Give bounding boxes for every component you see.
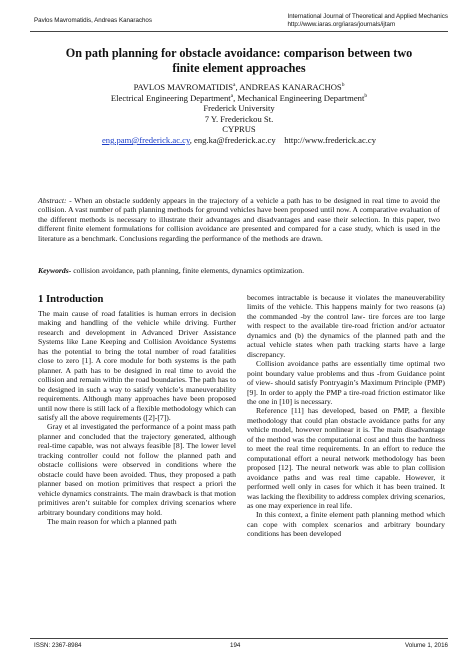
footer-rule xyxy=(30,638,448,639)
department-1-affil: a xyxy=(230,92,234,99)
abstract xyxy=(38,196,440,243)
author-names xyxy=(30,82,448,93)
right-column xyxy=(247,293,445,539)
footer-issn: ISSN: 2367-8984 xyxy=(34,642,82,649)
author-1-affil: a xyxy=(232,82,236,89)
contact-line xyxy=(30,135,448,146)
abstract-label: Abstract: - xyxy=(38,196,72,205)
running-header-authors: Pavlos Mavromatidis, Andreas Kanarachos xyxy=(34,17,152,24)
departments xyxy=(30,93,448,104)
email-2[interactable]: , eng.ka@frederick.ac.cy xyxy=(189,134,276,145)
abstract-text: When an obstacle suddenly appears in the trajectory of a vehicle a path has to be designed in real time to avoid the collision. A vast number of path planning methods for ground vehicles have been proposed until now. A comparative evaluation of the different methods is necessary to illustrate their advantages and disadvantages and ease their selection. In this paper, two different finite element formulations for collision avoidance are presented and compared for a case study, which is used in the literature as a benchmark. Conclusions regarding the performance of the methods are drawn. xyxy=(38,196,440,243)
journal-name: International Journal of Theoretical and Applied Mechanics xyxy=(287,13,448,20)
street-address: 7 Y. Frederickou St. xyxy=(204,113,274,124)
paragraph: The main cause of road fatalities is human errors in decision making and handling of the vehicle while driving. Further research and development in Advanced Driver Assistance Systems like Lane Keeping and Collision Avoidance Systems has the potential to bring the total number of road fatalities close to zero [1]. A core module for both systems is the path planner. A path has to be designed in real time to avoid the collision and remain within the road boundaries. The path has to be designed in such a way to satisfy vehicle’s maneuverability requirements. Although many approaches have been proposed until now there is still lack of a flexible methodology which can satisfy all the above requirements ([2]-[7]). xyxy=(38,309,236,422)
author-1: PAVLOS MAVROMATIDIS xyxy=(133,82,233,92)
department-2-affil: b xyxy=(364,92,368,99)
title-line-2: finite element approaches xyxy=(172,61,306,75)
department-1: Electrical Engineering Department xyxy=(110,92,231,103)
header-rule xyxy=(30,31,448,32)
section-heading-introduction: 1 Introduction xyxy=(38,294,104,305)
paragraph: Collision avoidance paths are essentially time optimal two point boundary value problems and thus -from Guidance point of view- should satisfy Pontryagin’s Maximum Principle (PMP) [9]. In order to apply the PMP a tire-road friction estimator like the one in [10] is necessary. xyxy=(247,359,445,406)
department-2: , Mechanical Engineering Department xyxy=(233,92,365,103)
title-line-1: On path planning for obstacle avoidance: comparison between two xyxy=(65,46,413,60)
paragraph: In this context, a finite element path planning method which can cope with complex scenarios and arbitrary boundary conditions has been developed xyxy=(247,510,445,539)
left-column xyxy=(38,293,236,526)
keywords xyxy=(38,266,440,275)
author-2: , ANDREAS KANARACHOS xyxy=(235,82,342,92)
paragraph: The main reason for which a planned path xyxy=(47,516,177,526)
keywords-text: collision avoidance, path planning, finite elements, dynamics optimization. xyxy=(71,266,305,275)
footer-volume: Volume 1, 2016 xyxy=(404,642,448,649)
footer-page-number: 194 xyxy=(230,642,241,649)
keywords-label: Keywords- xyxy=(38,266,72,275)
journal-url[interactable]: http://www.iaras.org/iaras/journals/ijtam xyxy=(287,21,396,28)
running-header-journal xyxy=(287,13,448,29)
email-link-1[interactable]: eng.pam@frederick.ac.cy xyxy=(101,134,190,145)
paper-title xyxy=(30,46,448,76)
website-link[interactable]: http://www.frederick.ac.cy xyxy=(284,134,377,145)
country: CYPRUS xyxy=(222,124,256,135)
paragraph: becomes intractable is because it violates the maneuverability limits of the vehicle. This happens mainly for two reasons (a) the commanded -by the control law- tire forces are too large with respect to the available tire-road friction and/or actuator dynamics and (b) the dynamics of the planned path and the actual vehicle states when path tracking starts have a large discrepancy. xyxy=(247,293,445,359)
paragraph: Reference [11] has developed, based on PMP, a flexible methodology that could plan obstacle avoidance paths for any vehicle model, however nonlinear it is. The main disadvantage of the method was the computational cost and thus the hardness to meet the real time requirements. In an effort to reduce the computational effort a neural network methodology has been proposed [12]. The neural network was able to plan collision avoidance paths and was real time capable. However, it performed well only in cases for which it has been trained. It was lacking the flexibility to address complex driving scenarios, as one may experience in real life. xyxy=(247,406,445,510)
paragraph: Gray et al investigated the performance of a point mass path planner and concluded that the trajectory generated, although real-time capable, was not always feasible [8]. The lower level tracking controller could not follow the planned path and obstacle collisions were observed in conditions where the obstacle could have been avoided. Thus, they proposed a path planner based on motion primitives that respect a priori the vehicle dynamics constraints. The main drawback is that motion primitives aren’t suitable for complex driving scenarios where arbitrary boundary conditions may hold. xyxy=(38,422,236,517)
university: Frederick University xyxy=(203,103,275,114)
author-block xyxy=(30,82,448,146)
author-2-affil: b xyxy=(341,82,345,89)
